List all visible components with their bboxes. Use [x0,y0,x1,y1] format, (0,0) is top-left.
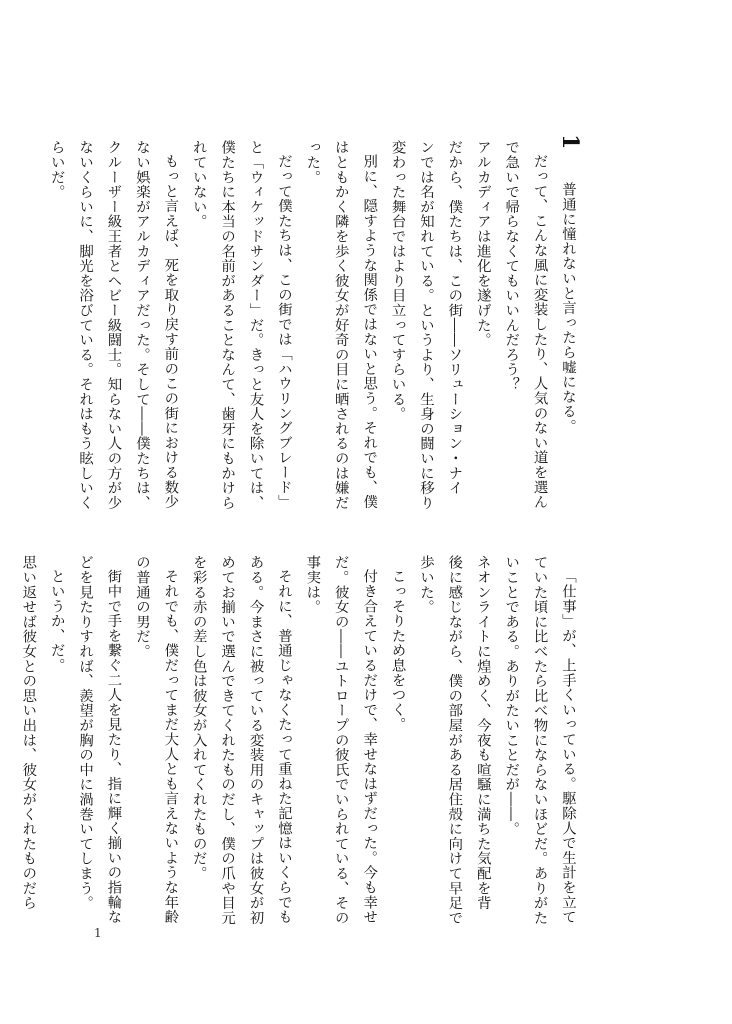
text-line: 別に、隠すような関係ではないと思う。それでも、僕 [361,154,378,510]
text-line: クルーザー級王者とヘビー級闘士。知らない人の方が少 [105,140,122,510]
text-line: ネオンライトに煌めく、今夜も喧騒に満ちた気配を背 [474,555,491,911]
text-block-top [48,140,582,510]
text-line: 「仕事」が、上手くいっている。駆除人で生計を立て [560,569,576,925]
text-line: った。 [304,140,321,185]
text-line: どを見たりすれば、羨望が胸の中に渦巻いてしまう。 [77,555,94,911]
text-line: れていない。 [190,140,207,229]
text-line: 変わった舞台ではより目立ってすらいる。 [389,140,406,422]
text-line: ンでは名が知れている。というより、生身の闘いに移り [417,140,434,510]
text-line: 付き合えているだけで、幸せなはずだった。今も幸せ [361,569,378,925]
text-line: ない娯楽がアルカディアだった。そして――僕たちは、 [133,140,150,510]
text-line: ある。今まさに被っている変装用のキャップは彼女が初 [247,555,264,925]
text-line: だって僕たちは、この街では「ハウリングブレード」 [275,154,292,510]
text-line: 思い返せば彼女との思い出は、彼女がくれたものだら [20,555,37,911]
text-line: アルカディアは進化を遂げた。 [474,140,491,348]
text-line: それでも、僕だってまだ大人とも言えないような年齢 [162,569,179,925]
text-line: を彩る赤の差し色は彼女が入れてくれたものだ。 [190,555,207,881]
text-line: で急いで帰らなくてもいいんだろう？ [503,140,520,392]
text-line: 事実は。 [304,555,321,615]
text-line: はともかく隣を歩く彼女が好奇の目に晒されるのは嫌だ [332,140,349,510]
text-line: だから、僕たちは、この街――ソリューション・ナイ [446,140,463,496]
page-number: 1 [94,926,102,940]
text-line: 後に感じながら、僕の部屋がある居住殻に向けて早足で [446,555,463,925]
text-line: めてお揃いで選んできてくれたものだし、僕の爪や目元 [219,555,236,925]
text-line: らいだ。 [48,140,65,200]
text-line: ていた頃に比べたら比べ物にならないほどだ。ありがた [531,555,548,925]
text-line: 僕たちに本当の名前があることなんて、歯牙にもかけら [219,140,236,510]
text-line: だ。彼女の――ユトロープの彼氏でいられている、その [332,555,349,925]
text-line: いことである。ありがたいことだが――。 [503,555,520,837]
text-line: 街中で手を繋ぐ二人を見たり、指に輝く揃いの指輪な [105,569,122,925]
text-line: と「ウィケッドサンダー」だ。きっと友人を除いては、 [247,140,264,510]
text-line: 普通に憧れないと言ったら嘘になる。 [560,182,576,434]
text-line: 歩いた。 [417,555,434,615]
text-line: もっと言えば、死を取り戻す前のこの街における数少 [162,154,179,510]
text-line: というか、だ。 [48,569,65,673]
chapter-number: 1 [557,134,583,150]
text-line: ないくらいに、脚光を浴びている。それはもう眩しいく [77,140,94,510]
text-line: こっそりため息をつく。 [389,569,406,732]
text-line: だって、こんな風に変装したり、人気のない道を選ん [531,154,548,510]
text-block-bottom [20,555,582,925]
text-line: の普通の男だ。 [133,555,150,659]
text-line: それに、普通じゃなくたって重ねた記憶はいくらでも [275,569,292,925]
